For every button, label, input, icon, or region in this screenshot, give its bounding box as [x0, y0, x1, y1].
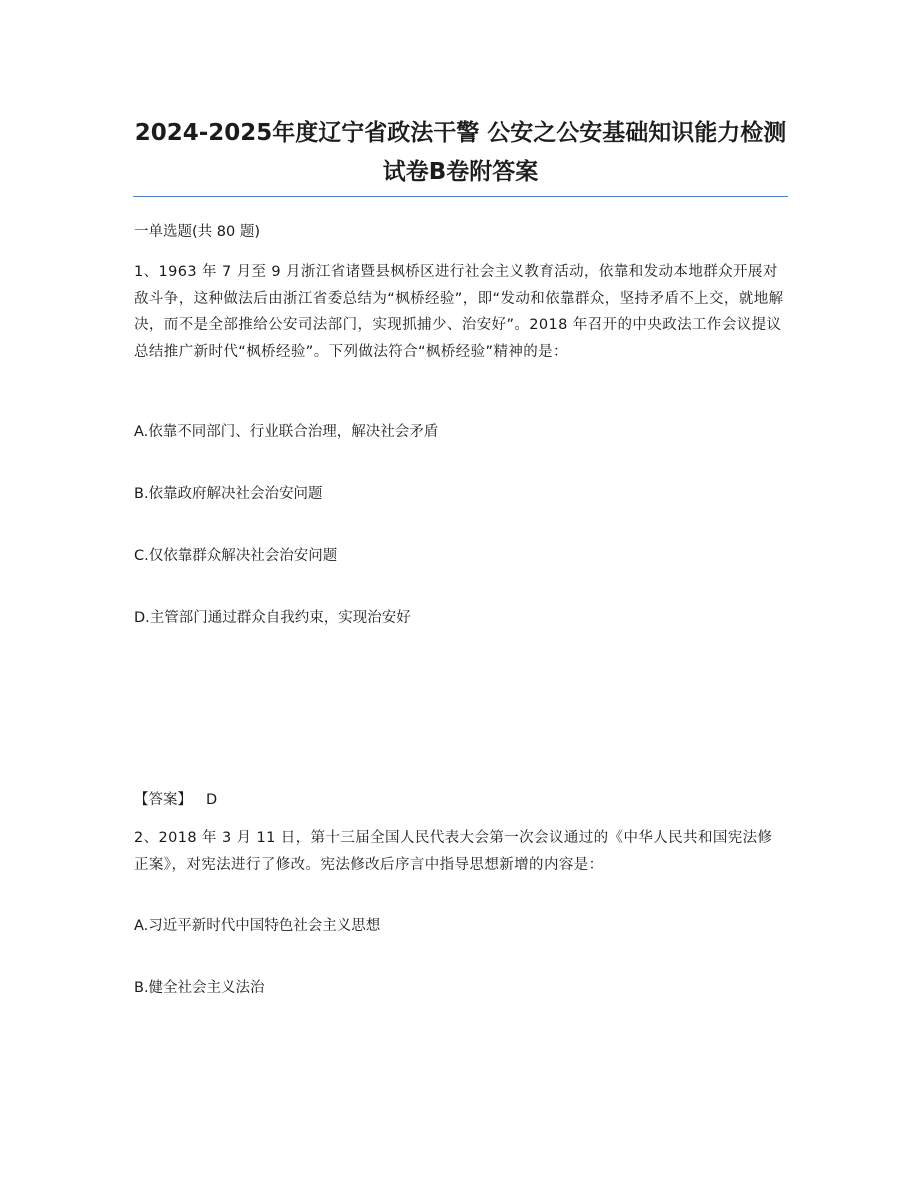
question-2-text: 2、2018 年 3 月 11 日，第十三届全国人民代表大会第一次会议通过的《中华人民共和国宪法修正案》，对宪法进行了修改。宪法修改后序言中指导思想新增的内容是： [134, 830, 773, 873]
question-1-option-b: B.依靠政府解决社会治安问题 [134, 486, 323, 502]
question-2-option-a: A.习近平新时代中国特色社会主义思想 [134, 918, 381, 934]
document-title: 2024-2025年度辽宁省政法干警 公安之公安基础知识能力检测试卷B卷附答案 [134, 120, 787, 185]
answer-value: D [206, 792, 218, 808]
title-divider [133, 196, 788, 197]
answer-label: 【答案】 [134, 792, 192, 808]
question-2-option-b: B.健全社会主义法治 [134, 980, 265, 996]
question-1-text: 1、1963 年 7 月至 9 月浙江省诸暨县枫桥区进行社会主义教育活动，依靠和发动本地群众开展对敌斗争，这种做法后由浙江省委总结为“枫桥经验”，即“发动和依靠群众，坚持矛盾不上交，就地解决，而不是全部推给公安司法部门，实现抓捕少、治安好”。2018 年召开的中央政法工作会议提议总结推广新时代“枫桥经验”。下列做法符合“枫桥经验”精神的是： [134, 264, 784, 360]
question-1-answer [134, 790, 217, 810]
question-1-option-a: A.依靠不同部门、行业联合治理，解决社会矛盾 [134, 424, 439, 440]
question-1-option-d: D.主管部门通过群众自我约束，实现治安好 [134, 610, 411, 626]
section-heading: 一单选题(共 80 题) [134, 224, 260, 240]
question-1-option-c: C.仅依靠群众解决社会治安问题 [134, 548, 338, 564]
